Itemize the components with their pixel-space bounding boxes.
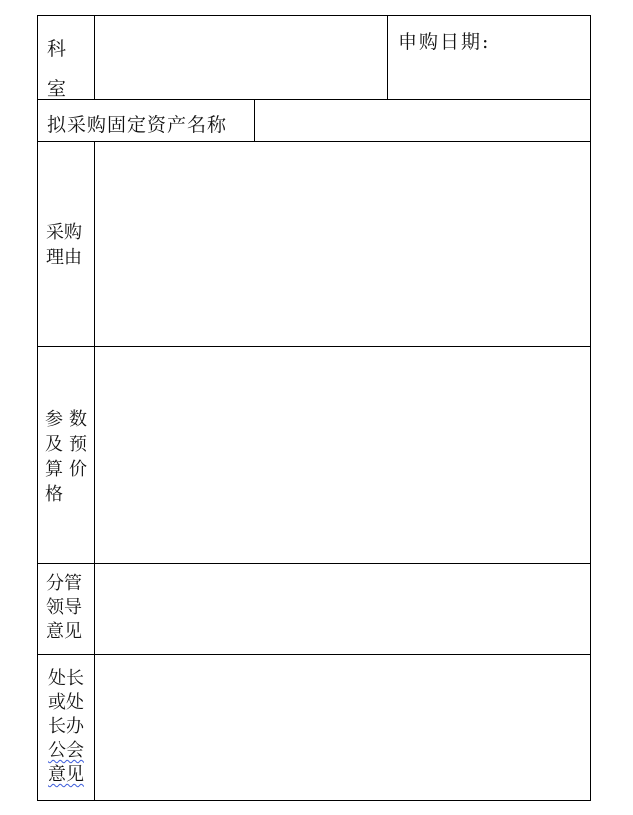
purchase-request-form <box>37 15 591 801</box>
params-char: 数 <box>69 409 87 430</box>
reason-label-line1: 采购 <box>46 222 82 243</box>
department-label <box>47 29 66 109</box>
leader-label-line3: 意见 <box>46 621 82 642</box>
asset-name-label: 拟采购固定资产名称 <box>47 114 228 136</box>
params-char: 参 <box>45 409 63 430</box>
director-label-line1: 处长 <box>48 668 84 689</box>
params-budget-field[interactable] <box>95 347 590 563</box>
reason-label-line2: 理由 <box>46 247 82 268</box>
leader-opinion-field[interactable] <box>95 564 590 654</box>
director-label-line2: 或处 <box>48 692 84 713</box>
params-char: 及 <box>45 434 63 455</box>
params-char: 价 <box>69 459 87 480</box>
department-label-line2: 室 <box>47 78 67 100</box>
border-left <box>37 15 38 801</box>
leader-label-line1: 分管 <box>46 573 82 594</box>
director-label-line5: 意见 <box>48 764 84 785</box>
department-field[interactable] <box>95 16 387 99</box>
department-label-line1: 科 <box>47 38 67 60</box>
border-bottom <box>37 800 591 801</box>
director-opinion-label <box>48 667 84 787</box>
director-label-line3: 长办 <box>48 716 84 737</box>
reason-label <box>46 220 82 270</box>
director-label-line4: 公会 <box>48 740 84 761</box>
leader-opinion-label <box>46 572 82 644</box>
leader-label-line2: 领导 <box>46 597 82 618</box>
date-column-divider <box>387 15 388 99</box>
apply-date-field[interactable] <box>487 16 590 99</box>
params-char: 格 <box>45 484 63 505</box>
director-opinion-field[interactable] <box>95 655 590 800</box>
params-char: 预 <box>69 434 87 455</box>
border-right <box>590 15 591 801</box>
params-label-col1 <box>45 407 63 507</box>
asset-name-field[interactable] <box>255 100 590 141</box>
reason-field[interactable] <box>95 142 590 346</box>
params-char: 算 <box>45 459 63 480</box>
apply-date-label: 申购日期: <box>398 31 491 53</box>
params-label-col2 <box>69 407 87 482</box>
